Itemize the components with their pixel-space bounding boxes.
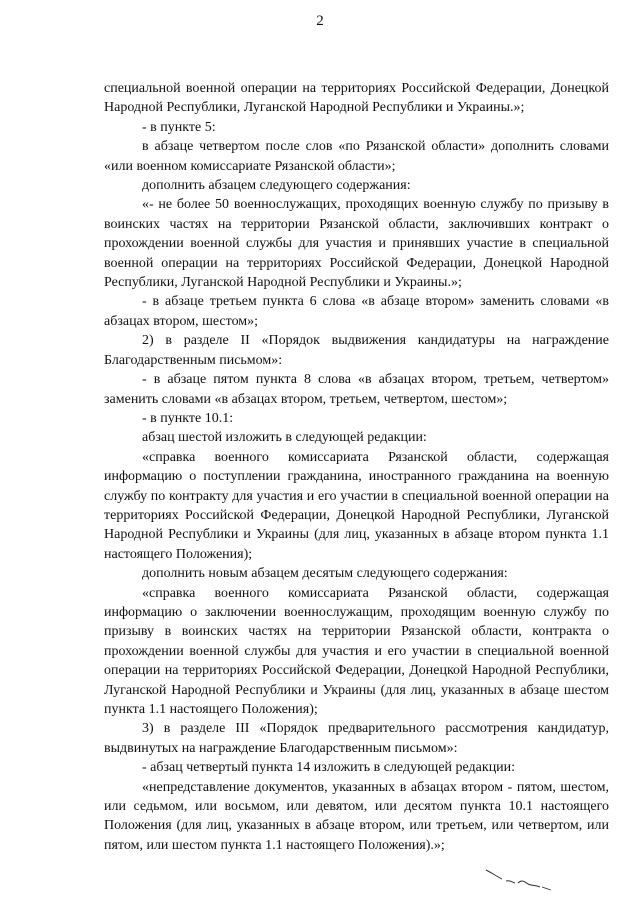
signature-initials [484, 864, 554, 892]
paragraph: - в абзаце пятом пункта 8 слова «в абзацах втором, третьем, четвертом» заменить словами «в абзацах втором, третьем, четвертом, шестом»; [104, 372, 609, 407]
paragraph: 2) в разделе II «Порядок выдвижения кандидатуры на награждение Благодарственным письмом»: [104, 333, 609, 368]
document-body [104, 79, 609, 855]
paragraph: абзац шестой изложить в следующей редакции: [142, 430, 427, 446]
page-number: 2 [316, 13, 324, 29]
paragraph: специальной военной операции на территориях Российской Федерации, Донецкой Народной Республики, Луганской Народной Республики и Украины.»; [104, 81, 609, 116]
paragraph: 3) в разделе III «Порядок предварительного рассмотрения кандидатур, выдвинутых на награждение Благодарственным письмом»: [104, 721, 609, 756]
paragraph: - абзац четвертый пункта 14 изложить в следующей редакции: [142, 760, 516, 776]
paragraph: дополнить абзацем следующего содержания: [142, 178, 411, 194]
paragraph: - в пункте 5: [142, 119, 216, 135]
paragraph: - в пункте 10.1: [142, 410, 234, 426]
paragraph: - в абзаце третьем пункта 6 слова «в абзаце втором» заменить словами «в абзацах втором, шестом»; [104, 294, 609, 329]
paragraph: дополнить новым абзацем десятым следующего содержания: [142, 566, 508, 582]
paragraph: в абзаце четвертом после слов «по Рязанской области» дополнить словами «или военном комиссариате Рязанской области»; [104, 139, 609, 174]
paragraph: «непредставление документов, указанных в абзацах втором - пятом, шестом, или седьмом, или восьмом, или девятом, или десятом пункта 10.1 настоящего Положения (для лиц, указанных в абзаце втором, или третьем, или четвертом, или пятом, или шестом пункта 1.1 настоящего Положения).»; [104, 779, 609, 853]
paragraph: «справка военного комиссариата Рязанской области, содержащая информацию о поступлении гражданина, иностранного гражданина на военную службу по контракту для участия и его участии в специальной военной операции на территориях Российской Федерации, Донецкой Народной Республики, Луганской Народной Республики и Украины (для лиц, указанных в абзаце втором пункта 1.1 настоящего Положения); [104, 449, 609, 562]
paragraph: «справка военного комиссариата Рязанской области, содержащая информацию о заключении военнослужащим, проходящим военную службу по призыву в воинских частях на территории Рязанской области, контракта о прохождении военной службы для участия и его участии в специальной военной операции на территориях Российской Федерации, Донецкой Народной Республики, Луганской Народной Республики и Украины (для лиц, указанных в абзаце шестом пункта 1.1 настоящего Положения); [104, 585, 609, 717]
paragraph: «- не более 50 военнослужащих, проходящих военную службу по призыву в воинских частях на территории Рязанской области, заключивших контракт о прохождении военной службы для участия и принявших участие в специальной военной операции на территориях Российской Федерации, Донецкой Народной Республики, Луганской Народной Республики и Украины.»; [104, 197, 609, 291]
